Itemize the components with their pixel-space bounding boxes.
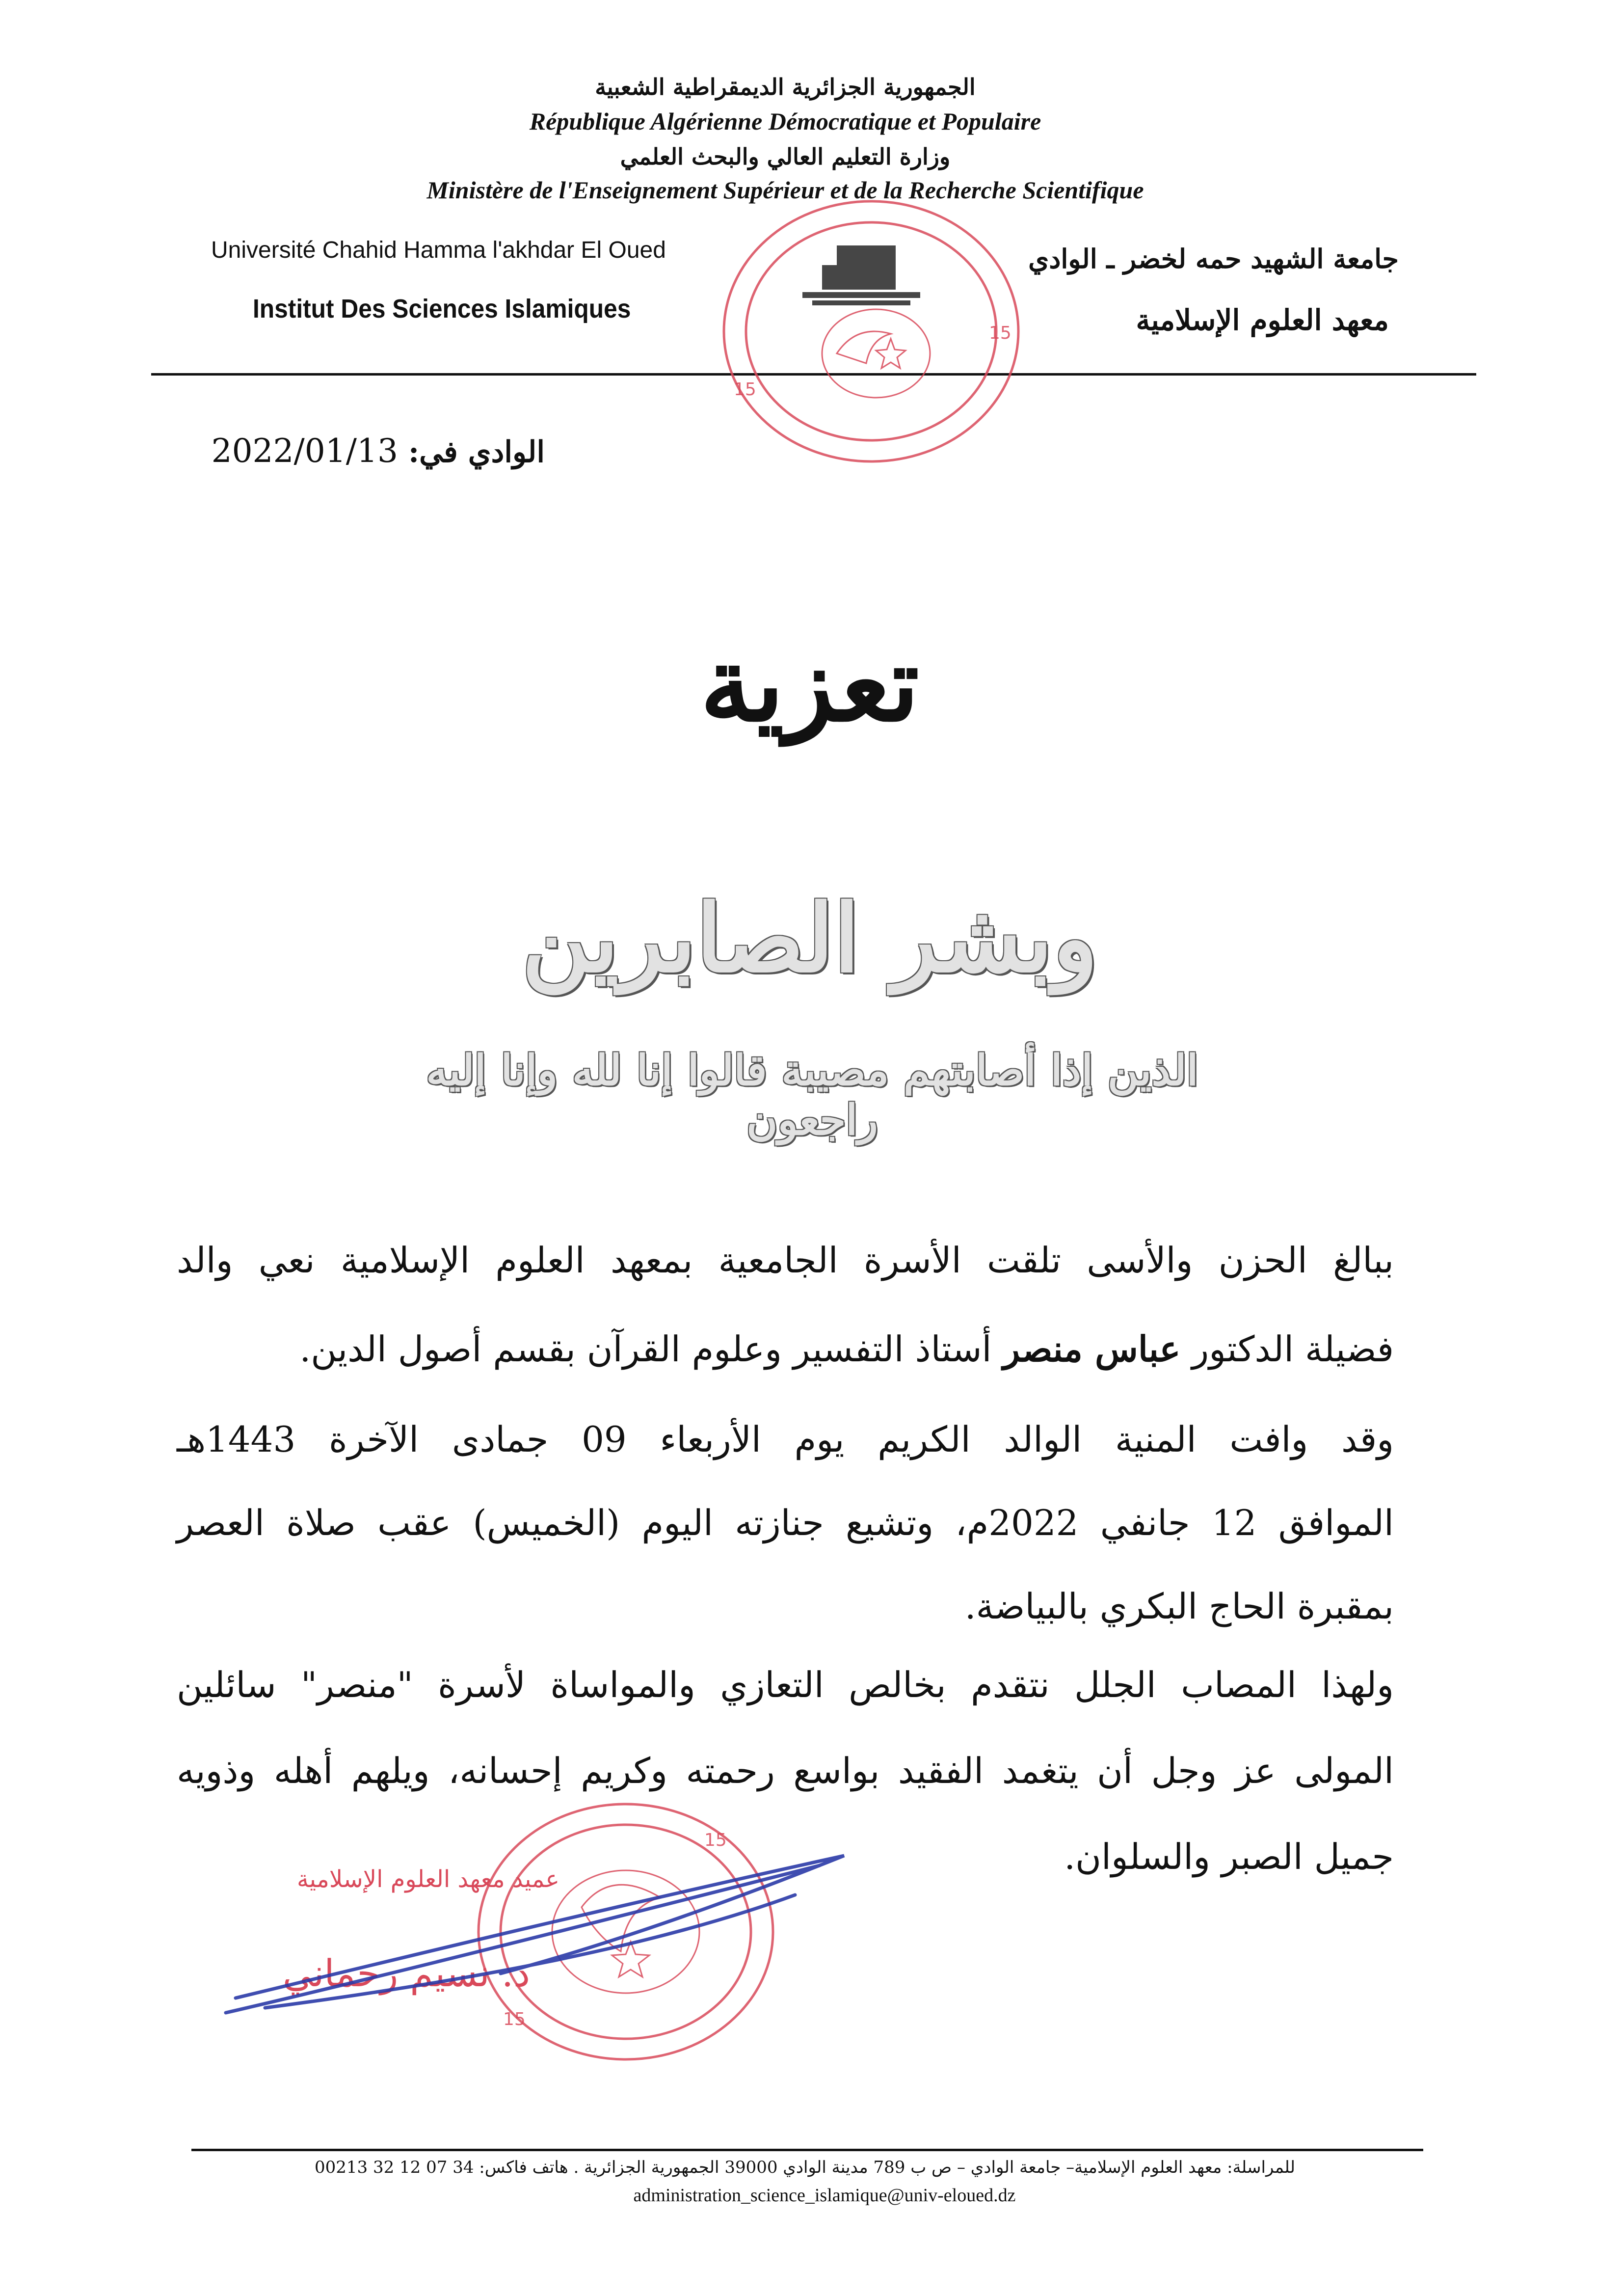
svg-text:15: 15	[704, 1830, 727, 1850]
svg-text:15: 15	[989, 323, 1011, 343]
body-line-2	[177, 1328, 1394, 1370]
deceased-father-name: عباس منصر	[1003, 1328, 1181, 1370]
dean-signature	[206, 1836, 869, 2027]
dean-stamp-title: عميد معهد العلوم الإسلامية	[296, 1865, 559, 1893]
body-line-6: ولهذا المصاب الجلل نتقدم بخالص التعازي والمواساة لأسرة "منصر" سائلين	[177, 1664, 1394, 1705]
date-label: الوادي في:	[408, 435, 545, 469]
svg-text:15: 15	[503, 2009, 526, 2029]
official-stamp-top	[714, 191, 1028, 471]
institute-name-fr: Institut Des Sciences Islamiques	[253, 294, 631, 324]
footer-divider	[191, 2149, 1423, 2151]
footer-address: للمراسلة: معهد العلوم الإسلامية– جامعة الوادي – ص ب 789 مدينة الوادي 39000 الجمهورية الجزائرية . هاتف فاكس: 34 07 12 32 00213	[314, 2158, 1296, 2177]
svg-text:15: 15	[734, 379, 756, 400]
body-line-7: المولى عز وجل أن يتغمد الفقيد بواسع رحمته وكريم إحسانه، ويلهم أهله وذويه	[177, 1750, 1394, 1791]
body-line-5: بمقبرة الحاج البكري بالبياضة.	[964, 1586, 1394, 1627]
body-line-4: الموافق 12 جانفي 2022م، وتشيع جنازته اليوم (الخميس) عقب صلاة العصر	[177, 1502, 1394, 1543]
verse-calligraphy-continuation: الذين إذا أصابتهم مصيبة قالوا إنا لله وإنا إليه راجعون	[426, 1046, 1198, 1145]
stamp-top-university-logo	[802, 245, 920, 305]
body-line-1: ببالغ الحزن والأسى تلقت الأسرة الجامعية بمعهد العلوم الإسلامية نعي والد	[177, 1240, 1394, 1281]
university-name-ar: جامعة الشهيد حمه لخضر ـ الوادي	[1028, 243, 1399, 274]
date-line	[172, 432, 545, 470]
body-line-2-end: أستاذ التفسير وعلوم القرآن بقسم أصول الدين.	[299, 1328, 992, 1370]
university-name-fr: Université Chahid Hamma l'akhdar El Oued	[211, 237, 666, 263]
header-ministry-fr: Ministère de l'Enseignement Supérieur et de la Recherche Scientifique	[426, 176, 1144, 204]
body-line-8: جميل الصبر والسلوان.	[1064, 1836, 1394, 1877]
institute-name-ar: معهد العلوم الإسلامية	[1136, 303, 1389, 337]
header-ministry-ar: وزارة التعليم العالي والبحث العلمي	[620, 143, 951, 170]
footer-email: administration_science_islamique@univ-eloued.dz	[633, 2185, 1016, 2206]
header-republic-fr: République Algérienne Démocratique et Populaire	[529, 108, 1041, 135]
verse-calligraphy-main: وبشر الصابرين	[522, 884, 1098, 993]
header-republic-ar: الجمهورية الجزائرية الديمقراطية الشعبية	[595, 74, 976, 100]
body-line-3: وقد وافت المنية الوالد الكريم يوم الأربعاء 09 جمادى الآخرة 1443هـ	[177, 1419, 1394, 1460]
document-title: تعزية	[700, 623, 920, 745]
dean-stamp-name: د. نسيم رحماني	[282, 1951, 530, 1995]
body-line-2-start: فضيلة الدكتور	[1192, 1328, 1394, 1370]
date-value: 2022/01/13	[211, 432, 398, 470]
